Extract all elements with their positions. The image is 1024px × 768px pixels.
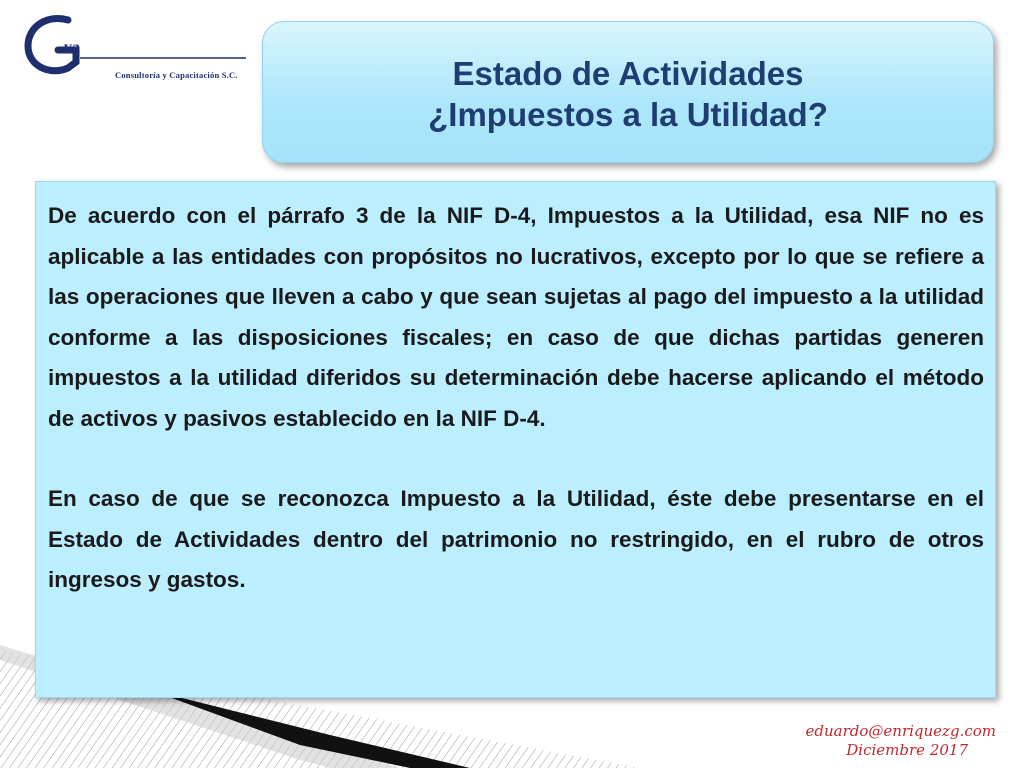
footer-email: eduardo@enriquezg.com: [805, 722, 996, 740]
company-logo: [20, 12, 250, 82]
slide-title-line1: Estado de Actividades: [452, 55, 804, 92]
content-paragraph-2: En caso de que se reconozca Impuesto a la Utilidad, éste debe presentarse en el Estado de Actividades dentro del patrimonio no restringido, en el rubro de otros ingresos y gastos.: [48, 486, 984, 592]
slide-title-box: [262, 21, 994, 163]
slide-title-line2: ¿Impuestos a la Utilidad?: [428, 96, 828, 133]
logo-va-text: va: [64, 39, 80, 56]
slide-content-box: [35, 181, 996, 698]
footer-date: Diciembre 2017: [846, 741, 968, 759]
logo-company-name: Consultoría y Capacitación S.C.: [115, 70, 238, 80]
slide-footer: [696, 722, 996, 760]
content-paragraph-1: De acuerdo con el párrafo 3 de la NIF D-4, Impuestos a la Utilidad, esa NIF no es aplicable a las entidades con propósitos no lucrativos, excepto por lo que se refiere a las operaciones que lleven a cabo y que sean sujetas al pago del impuesto a la utilidad conforme a las disposiciones fiscales; en caso de que dichas partidas generen impuestos a la utilidad diferidos su determinación debe hacerse aplicando el método de activos y pasivos establecido en la NIF D-4.: [48, 203, 984, 431]
